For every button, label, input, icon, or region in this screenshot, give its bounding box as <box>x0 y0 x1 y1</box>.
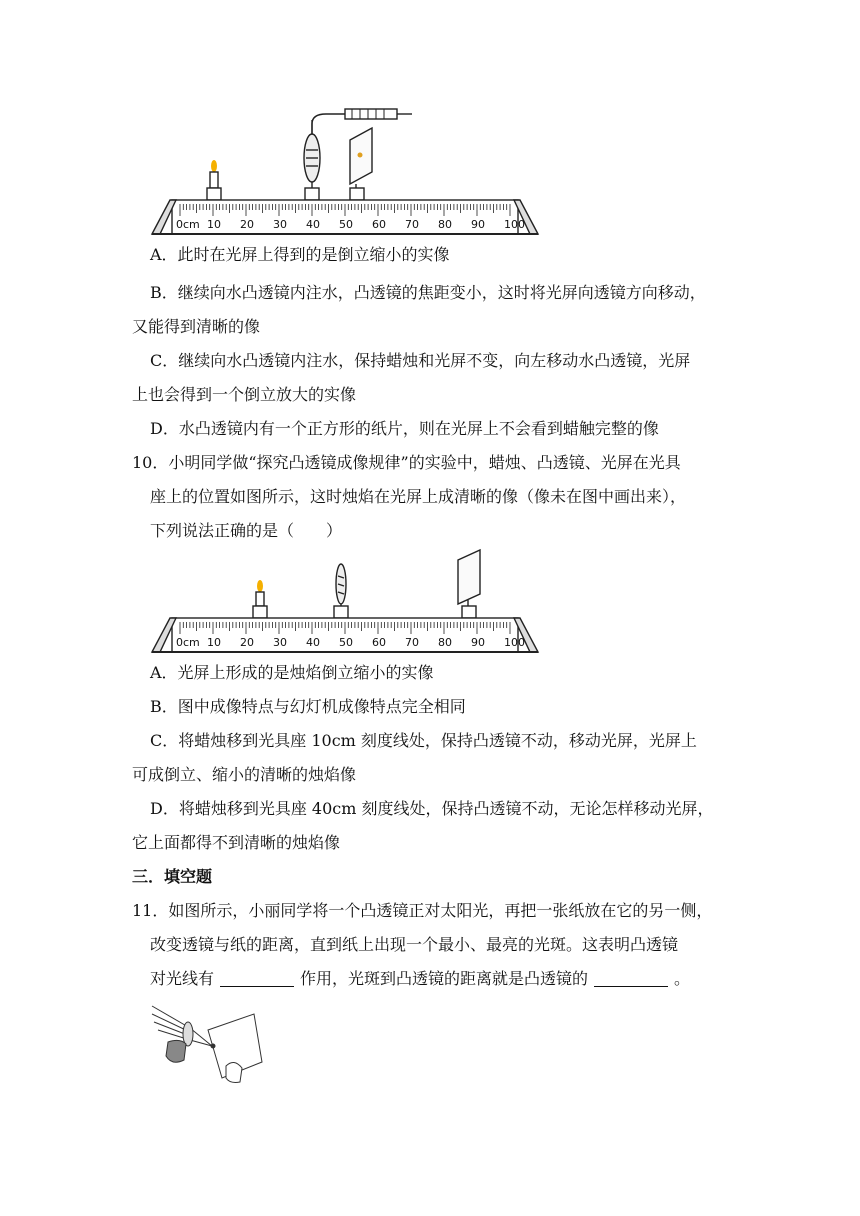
scale-label: 20 <box>240 218 254 231</box>
figure-lens-focusing-sunlight <box>150 1000 270 1084</box>
light-screen-icon <box>458 550 480 618</box>
scale-label: 70 <box>405 218 419 231</box>
light-screen-icon <box>350 128 372 200</box>
scale-label: 90 <box>471 636 485 649</box>
q9-option-d: D．水凸透镜内有一个正方形的纸片，则在光屏上不会看到蜡触完整的像 <box>150 419 659 438</box>
q10-stem-line2: 座上的位置如图所示，这时烛焰在光屏上成清晰的像（像未在图中画出来）， <box>150 487 687 506</box>
scale-label: 100 <box>504 218 525 231</box>
q10-option-c-line1: C．将蜡烛移到光具座 10cm 刻度线处，保持凸透镜不动，移动光屏，光屏上 <box>150 731 697 750</box>
q11-line3 <box>150 968 690 990</box>
scale-label: 10 <box>207 218 221 231</box>
hand-icon <box>166 1040 186 1062</box>
section-heading-fill-in: 三．填空题 <box>132 867 213 886</box>
water-lens-icon <box>304 120 320 200</box>
candle-icon <box>207 160 221 200</box>
scale-label: 50 <box>339 218 353 231</box>
q9-option-b-line1: B．继续向水凸透镜内注水，凸透镜的焦距变小，这时将光屏向透镜方向移动， <box>150 283 706 302</box>
q11-line2: 改变透镜与纸的距离，直到纸上出现一个最小、最亮的光斑。这表明凸透镜 <box>150 935 679 954</box>
scale-label: 60 <box>372 218 386 231</box>
scale-label: 30 <box>273 636 287 649</box>
scale-label: 0cm <box>176 636 200 649</box>
scale-label: 20 <box>240 636 254 649</box>
q10-option-c-line2: 可成倒立、缩小的清晰的烛焰像 <box>132 765 357 784</box>
scale-label: 100 <box>504 636 525 649</box>
convex-lens-icon <box>334 564 348 618</box>
q11-text-part2: 作用，光斑到凸透镜的距离就是凸透镜的 <box>300 969 589 988</box>
q10-stem-line3: 下列说法正确的是（ ） <box>150 521 343 540</box>
q9-option-c-line1: C．继续向水凸透镜内注水，保持蜡烛和光屏不变，向左移动水凸透镜，光屏 <box>150 351 691 370</box>
scale-label: 70 <box>405 636 419 649</box>
q10-option-b: B．图中成像特点与幻灯机成像特点完全相同 <box>150 697 466 716</box>
scale-label: 60 <box>372 636 386 649</box>
q11-text-part3: 。 <box>674 969 691 988</box>
q10-option-d-line2: 它上面都得不到清晰的烛焰像 <box>132 833 341 852</box>
q10-stem-line1: 10．小明同学做“探究凸透镜成像规律”的实验中，蜡烛、凸透镜、光屏在光具 <box>132 453 681 472</box>
q11-blank-1[interactable] <box>220 970 294 987</box>
figure-water-lens-bench <box>150 100 540 240</box>
hand-icon <box>226 1062 242 1082</box>
scale-label: 40 <box>306 218 320 231</box>
scale-label: 10 <box>207 636 221 649</box>
scale-label: 90 <box>471 218 485 231</box>
scale-label: 80 <box>438 636 452 649</box>
q9-option-a: A．此时在光屏上得到的是倒立缩小的实像 <box>150 245 450 264</box>
scale-label: 30 <box>273 218 287 231</box>
scale-label: 50 <box>339 636 353 649</box>
candle-icon <box>253 580 267 618</box>
q11-text-part1: 对光线有 <box>150 969 215 988</box>
figure-convex-lens-bench <box>150 548 540 658</box>
syringe-icon <box>312 109 412 134</box>
q10-option-d-line1: D．将蜡烛移到光具座 40cm 刻度线处，保持凸透镜不动，无论怎样移动光屏， <box>150 799 714 818</box>
q9-option-c-line2: 上也会得到一个倒立放大的实像 <box>132 385 357 404</box>
scale-label: 40 <box>306 636 320 649</box>
scale-label: 0cm <box>176 218 200 231</box>
q11-line1: 11．如图所示，小丽同学将一个凸透镜正对太阳光，再把一张纸放在它的另一侧， <box>132 901 713 920</box>
light-spot-icon <box>211 1044 215 1048</box>
q9-option-b-line2: 又能得到清晰的像 <box>132 317 261 336</box>
scale-label: 80 <box>438 218 452 231</box>
q11-blank-2[interactable] <box>594 970 668 987</box>
q10-option-a: A．光屏上形成的是烛焰倒立缩小的实像 <box>150 663 434 682</box>
